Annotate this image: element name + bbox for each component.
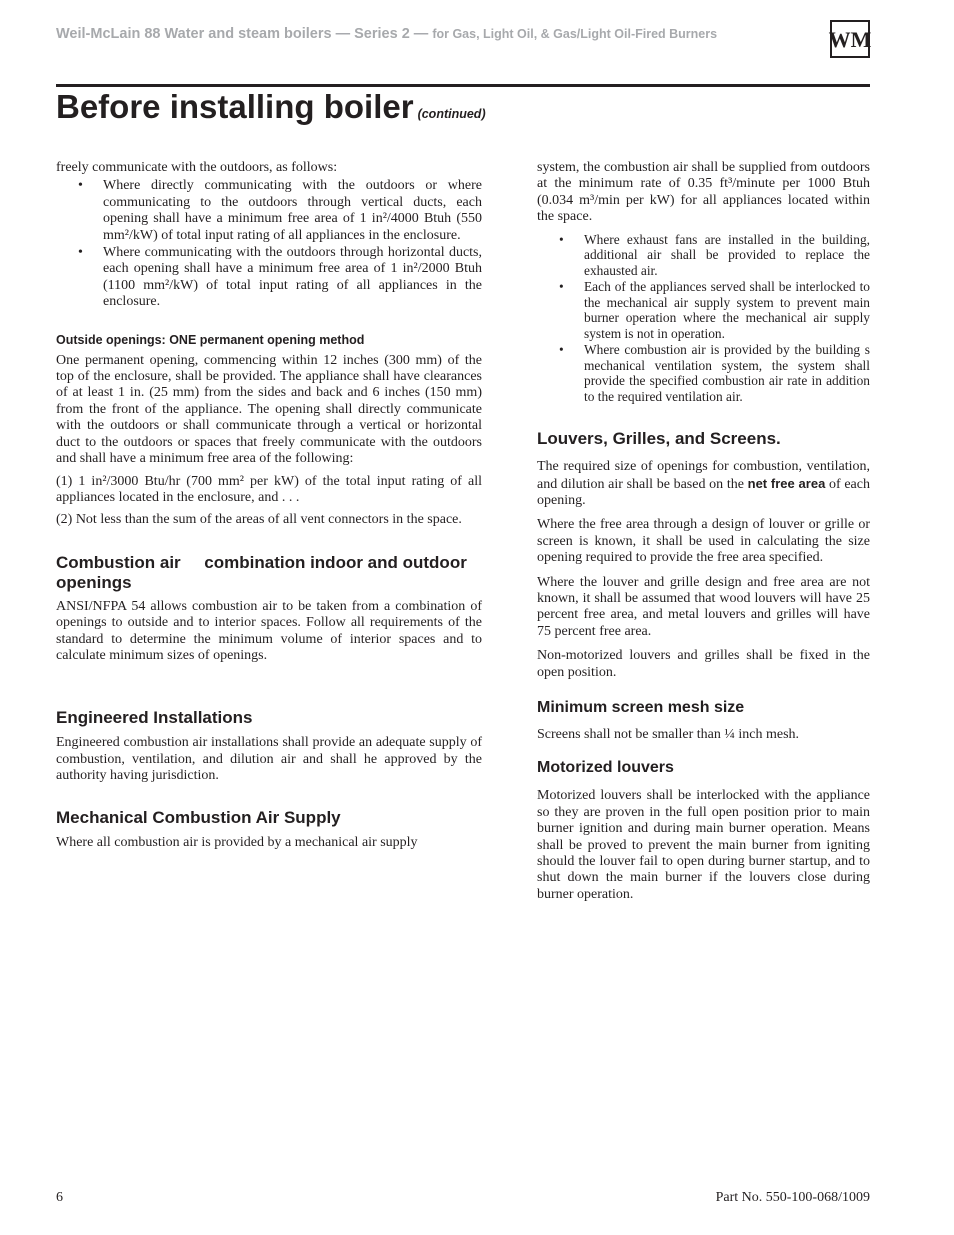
engineered-installations-heading: Engineered Installations: [56, 708, 253, 728]
louvers-paragraph-4: Non-motorized louvers and grilles shall be fixed in the open position.: [537, 648, 870, 680]
combination-openings-body: ANSI/NFPA 54 allows combustion air to be taken from a combination of openings to outside and to interior spaces. Follow all requirements of the standard to determine the minimum volume of interior spaces and to calculate minimum sizes of openings.: [56, 598, 482, 663]
bullet-icon: •: [78, 245, 83, 261]
page-title: [56, 88, 486, 126]
outside-openings-body: One permanent opening, commencing within 12 inches (300 mm) of the top of the enclosure, shall be provided. The appliance shall have clearances of at least 1 in. (25 mm) from the sides and back and 6 inches (150 mm) from the front of the appliance. The opening shall directly communicate with the outdoors or shall communicate through a vertical or horizontal duct to the outdoors or spaces that freely communicate with the outdoors and shall have a minimum free area of the following:: [56, 352, 482, 467]
list-item-text: Where directly communicating with the outdoors or where communicating to the outdoors through vertical ducts, each opening shall have a minimum free area of 1 in²/4000 Btuh (550 mm²/kW) of total input rating of all appliances in the enclosure.: [103, 178, 482, 243]
bullet-icon: •: [559, 342, 564, 358]
louvers-p1-text-b: of each opening.: [537, 476, 870, 508]
screen-mesh-body: Screens shall not be smaller than ¼ inch mesh.: [537, 727, 800, 742]
list-item: [537, 342, 870, 404]
screen-mesh-heading: Minimum screen mesh size: [537, 699, 745, 716]
louvers-paragraph-1: [537, 459, 870, 509]
header-title: [56, 26, 717, 42]
page-title-text: Before installing boiler: [56, 88, 414, 125]
louvers-paragraph-3: Where the louver and grille design and free area are not known, it shall be assumed that wood louvers will have 25 percent free area, and metal louvers and grilles will have 75 percent free area.: [537, 574, 870, 639]
motorized-louvers-body: Motorized louvers shall be interlocked with the appliance so they are proven in the full open position prior to main burner ignition and during main burner operation. Means shall be proved to prevent the main burner from igniting should the louver fail to open during burner startup, and to shut down the main burner if the louvers close during burner operation.: [537, 788, 870, 902]
header-title-main: Weil-McLain 88 Water and steam boilers — Series 2 —: [56, 26, 433, 42]
louvers-paragraph-2: Where the free area through a design of louver or grille or screen is known, it shall be used in calculating the size opening required to provide the free area specified.: [537, 517, 870, 566]
outside-openings-heading: [56, 332, 482, 348]
louvers-p1-text-a: The required size of openings for combustion, ventilation, and dilution air shall be based on the: [537, 459, 870, 492]
right-intro: system, the combustion air shall be supplied from outdoors at the minimum rate of 0.35 ft³/minute per 1000 Btuh (0.034 m³/min per kW) for all appliances located within the space.: [537, 160, 870, 225]
engineered-installations-body: Engineered combustion air installations shall provide an adequate supply of combustion, ventilation, and dilution air and shall he approved by the authority having jurisdiction.: [56, 735, 482, 784]
combo-heading-part-b: combination indoor and outdoor openings: [56, 552, 467, 592]
list-item: [537, 279, 870, 341]
bullet-icon: •: [78, 178, 83, 194]
list-item-text: Each of the appliances served shall be interlocked to the mechanical air supply system to prevent main burner operation where the mechanical air supply system is not in operation.: [584, 279, 870, 341]
mechanical-air-supply-heading: Mechanical Combustion Air Supply: [56, 807, 341, 827]
louvers-heading: Louvers, Grilles, and Screens.: [537, 429, 781, 449]
header-title-sub: for Gas, Light Oil, & Gas/Light Oil-Fired Burners: [432, 27, 718, 41]
header-rule: [56, 84, 870, 87]
combination-openings-heading: [56, 553, 482, 593]
page-header: [56, 22, 870, 66]
outside-heading-part-b: permanent opening method: [196, 332, 365, 347]
outside-openings-item-1: (1) 1 in²/3000 Btu/hr (700 mm² per kW) of the total input rating of all appliances located in the enclosure, and . . .: [56, 473, 482, 505]
left-column: [56, 160, 482, 857]
list-item: [537, 232, 870, 279]
left-intro: freely communicate with the outdoors, as follows:: [56, 160, 338, 175]
list-item: [56, 245, 482, 311]
left-bullet-list: [56, 178, 482, 310]
list-item: [56, 178, 482, 244]
right-column: [537, 160, 870, 909]
bullet-icon: •: [559, 231, 564, 247]
page-number: 6: [56, 1190, 63, 1205]
bullet-icon: •: [559, 279, 564, 295]
right-bullet-list: [537, 232, 870, 405]
part-number: Part No. 550-100-068/1009: [715, 1190, 870, 1205]
combo-heading-part-a: Combustion air: [56, 552, 181, 572]
list-item-text: Where combustion air is provided by the building s mechanical ventilation system, the system shall provide the specified combustion air rate in addition to the required ventilation air.: [584, 342, 870, 404]
list-item-text: Where communicating with the outdoors through horizontal ducts, each opening shall have a minimum free area of 1 in²/2000 Btuh (1100 mm²/kW) of total input rating of all appliances in the enclosure.: [103, 245, 482, 310]
page-title-suffix: (continued): [417, 107, 486, 121]
logo-lettering: WM: [828, 27, 872, 52]
outside-openings-item-2: (2) Not less than the sum of the areas of all vent connectors in the space.: [56, 512, 462, 528]
outside-heading-part-a: Outside openings: ONE: [56, 332, 197, 347]
weil-mclain-logo: [830, 20, 870, 58]
list-item-text: Where exhaust fans are installed in the building, additional air shall be provided to replace the exhausted air.: [584, 231, 870, 278]
net-free-area-term: net free area: [747, 475, 826, 491]
mechanical-air-supply-body: Where all combustion air is provided by a mechanical air supply: [56, 834, 418, 850]
motorized-louvers-heading: Motorized louvers: [537, 759, 674, 777]
